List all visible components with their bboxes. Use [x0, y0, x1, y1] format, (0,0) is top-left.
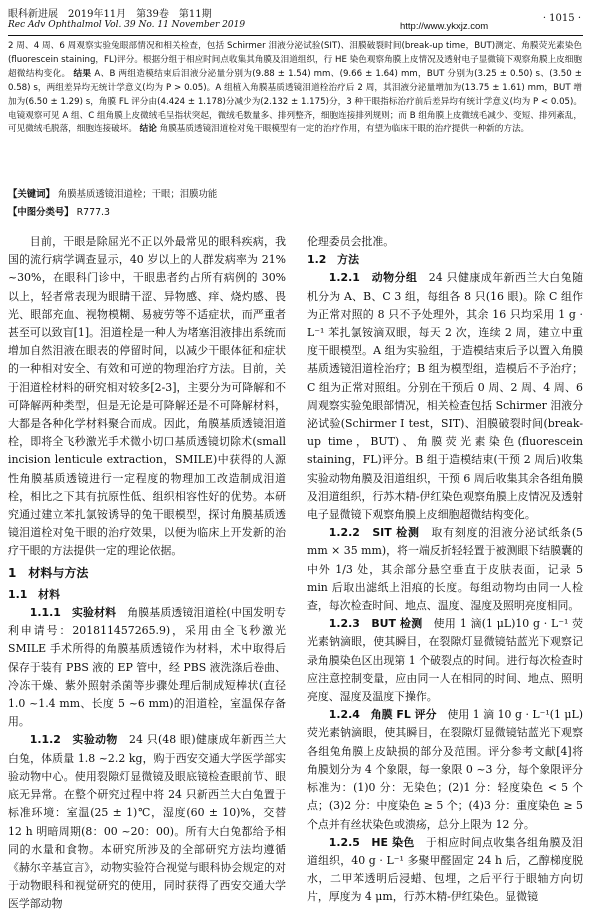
section-1-2-2-heading: 1.2.2 SIT 检测 [328, 526, 420, 540]
classification-code: R777.3 [76, 207, 110, 218]
section-1-2-3-text: 使用 1 滴(1 μL)10 g · L⁻¹ 荧光素钠滴眼，使其瞬目，在裂隙灯显微镜钴蓝光下观察记录角膜染色区出现第 1 个破裂点的时间。进行每次检查时应注意控制变量，应由同一人在相同的时间、地点、照明亮度、湿度及温度下操作。 [307, 617, 583, 704]
section-1-1-1-heading: 1.1.1 实验材料 [29, 606, 117, 620]
keywords-line [8, 186, 217, 200]
abstract-results-label: 结果 [73, 68, 92, 79]
section-1-2-1-paragraph [307, 269, 583, 524]
right-column [307, 233, 583, 907]
section-1-1-1-paragraph [8, 604, 286, 731]
running-header [8, 4, 583, 36]
abstract-conclusion-text: 角膜基质透镜泪道栓对兔干眼模型有一定的治疗作用，有望为临床干眼的治疗提供一种新的方法。 [159, 124, 530, 135]
abstract-conclusion-label: 结论 [139, 124, 157, 135]
section-1-2-4-text: 使用 1 滴 10 g · L⁻¹(1 μL)荧光素钠滴眼，使其瞬目，在裂隙灯显微镜钴蓝光下观察各组兔角膜上皮缺损的部分及范围。评分参考文献[4]将角膜划分为 4 个象限，每一象限 0 ~3 分，每个象限评分标准为：(1)0 分：无染色；(2)1 分：轻度染色 < 5 个点；(3)2 分：中度染色 ≥ 5 个；(4)3 分：重度染色 ≥ 5 个点并有丝状染色或溃疡，总分上限为 12 分。 [307, 708, 583, 831]
left-column [8, 233, 286, 914]
section-1-2-2-paragraph [307, 524, 583, 615]
journal-website-link[interactable]: http://www.ykxjz.com [400, 21, 489, 32]
section-1-1-2-text: 24 只(48 眼)健康成年新西兰大白兔，体质量 1.8 ~2.2 kg，购于西安交通大学医学部实验动物中心。使用裂隙灯显微镜及眼底镜检查眼前节、眼底无异常。在整个研究过程中将 24 只新西兰大白兔置于标准环境：室温(25 ± 1)℃，湿度(60 ± 10)%，交替 12 h 明暗周期(8：00 ~20：00)。所有大白兔都给予相同的水量和食物。本研究所涉及的全部研究方法均遵循《赫尔辛基宣言》，动物实验符合视觉与眼科协会规定的对于动物眼科和视觉研究的使用，同时获得了西安交通大学医学部动物 [8, 733, 286, 911]
section-1-1-heading: 1.1 材料 [8, 587, 60, 601]
section-1-heading: 1 材料与方法 [8, 565, 89, 580]
section-1-2-1-heading: 1.2.1 动物分组 [328, 271, 418, 285]
keywords-label: 【关键词】 [8, 189, 55, 200]
section-1-2-1-text: 24 只健康成年新西兰大白兔随机分为 A、B、C 3 组，每组各 8 只(16 眼)。除 C 组作为正常对照的 8 只不予处理外，其余 16 只均采用 1 g · L⁻¹ 苯扎氯铵滴双眼，每天 2 次，连续 2 周，建立中重度干眼模型。A 组为实验组，于造模结束后予以置入角膜基质透镜泪道栓治疗；B 组为模型组，造模后不予治疗；C 组为正常对照组。分别在干预后 0 周、2 周、4 周、6 周观察实验兔眼部情况，相关检查包括 Schirmer 泪液分泌试验(Schirmer Ⅰ test，SIT)、泪膜破裂时间(break-up time，BUT)、角膜荧光素染色(fluorescein staining，FL)评分。B 组于造模结束(干预 2 周后)收集实验动物角膜及泪道组织，干预 6 周后收集其余各组角膜及泪道组织，行苏木精-伊红染色观察角膜上皮情况及透射电子显微镜下观察角膜上皮细胞超微结构变化。 [307, 271, 583, 522]
classification-line [8, 204, 110, 218]
header-rule [8, 35, 583, 36]
section-1-2-heading: 1.2 方法 [307, 253, 359, 267]
journal-title-en: Rec Adv Ophthalmol Vol. 39 No. 11 November 2019 [8, 20, 246, 30]
abstract-methods-text: 2 周、4 周、6 周观察实验兔眼部情况和相关检查，包括 Schirmer 泪液分泌试验(SIT)、泪膜破裂时间(break-up time，BUT)测定、角膜荧光素染色(fluorescein staining，FL)评分。根据分组于相应时间点收集其角膜及泪道组织，行 HE 染色观察角膜上皮情况及透射电子显微镜下观察角膜上皮细胞超微结构变化。 [8, 41, 582, 79]
section-1-2-5-paragraph [307, 834, 583, 907]
keywords-text: 角膜基质透镜泪道栓；干眼；泪膜功能 [57, 189, 218, 200]
section-1-2-5-text: 于相应时间点收集各组角膜及泪道组织，40 g · L⁻¹ 多聚甲醛固定 24 h 后，乙醇梯度脱水，二甲苯透明后浸蜡、包埋，之后平行于眼轴方向切片，厚度为 4 μm，行苏木精-伊红染色。显微镜 [307, 835, 583, 904]
section-1-2-4-heading: 1.2.4 角膜 FL 评分 [328, 708, 437, 722]
section-1-2-5-heading: 1.2.5 HE 染色 [328, 835, 415, 849]
abstract-results-text: A、B 两组造模结束后泪液分泌量分别为(9.88 ± 1.54) mm、(9.66 ± 1.64) mm，BUT 分别为(3.25 ± 0.50) s、(3.50 ± 0.58) s，两组差异均无统计学意义(均为 P > 0.05)。A 组植入角膜基质透镜泪道栓治疗后 2 周，其泪液分泌量增加为(13.75 ± 1.61) mm，BUT 增加为(6.50 ± 1.29) s，角膜 FL 评分由(4.424 ± 1.178)分减少为(2.132 ± 1.175)分，3 种干眼指标治疗前后差异均有统计学意义(均为 P < 0.05)。电镜观察可见 A 组、C 组角膜上皮微绒毛呈指状突起，微绒毛数量多、排列整齐，细胞连接排列规则；而 B 组角膜上皮微绒毛减少、变短、排列紊乱，可见微绒毛脱落，细胞连接破坏。 [8, 68, 582, 135]
ethics-line: 伦理委员会批准。 [307, 235, 395, 248]
journal-title-cn: 眼科新进展 2019年11月 第39卷 第11期 [8, 9, 212, 20]
intro-paragraph: 目前，干眼是除屈光不正以外最常见的眼科疾病，我国的流行病学调查显示，40 岁以上的人群发病率为 21% ~30%，在眼科门诊中，干眼患者约占所有病例的 30% 以上，轻者常表现为眼睛干涩、异物感、痒、烧灼感、畏光、眼部充血、视物模糊、易疲劳等不适症状，而严重者甚至可以致盲[1]。泪道栓是一种人为堵塞泪液排出系统而增加自然泪液在眼表的停留时间，以减少干眼体征和症状的一种相对安全、有效和可逆的物理治疗方法。目前，关于泪道栓材料的研究相对较多[2-3]，主要分为可降解和不可降解两种类型，但是无论是可降解还是不可降解材料，大都是各种化学材料聚合而成。因此，角膜基质透镜泪道栓，即将全飞秒激光手术微小切口基质透镜切除术(small incision lenticule extraction，SMILE)中获得的人源性角膜基质透镜进行一定程度的物理加工改造制成泪道栓，相比之下其有抗原性低、组织相容性好的优势。本研究通过建立苯扎氯铵诱导的兔干眼模型，探讨角膜基质透镜泪道栓对兔干眼的治疗效果，以便为临床上开发新的治疗干眼的方法提供一定的理论依据。 [8, 235, 286, 558]
section-1-2-4-paragraph [307, 706, 583, 833]
abstract-block [8, 40, 582, 137]
section-1-2-3-paragraph [307, 615, 583, 706]
page-number: · 1015 · [542, 13, 581, 24]
classification-label: 【中图分类号】 [8, 207, 74, 218]
section-1-2-3-heading: 1.2.3 BUT 检测 [328, 617, 423, 631]
section-1-1-2-heading: 1.1.2 实验动物 [29, 733, 118, 747]
section-1-1-2-paragraph [8, 731, 286, 913]
section-1-2-2-text: 取有刻度的泪液分泌试纸条(5 mm × 35 mm)，将一端反折轻轻置于被测眼下结膜囊的中外 1/3 处，其余部分悬空垂直于皮肤表面，记录 5 min 后取出滤纸上泪痕的长度。每组动物均由同一人检查，每次检查时间、地点、温度、湿度及照明亮度相同。 [307, 526, 583, 613]
section-1-1-1-text: 角膜基质透镜泪道栓(中国发明专利申请号：201811457265.9)，采用由全飞秒激光 SMILE 手术所得的角膜基质透镜作为材料，术中取得后保存于装有 PBS 液的 EP 管中，经 PBS 液洗涤后卷曲、冷冻干燥、紫外照射杀菌等步骤处理后制成短棒状(直径 1.0 ~1.4 mm、长度 5 ~6 mm)的泪道栓，室温保存备用。 [8, 606, 286, 729]
